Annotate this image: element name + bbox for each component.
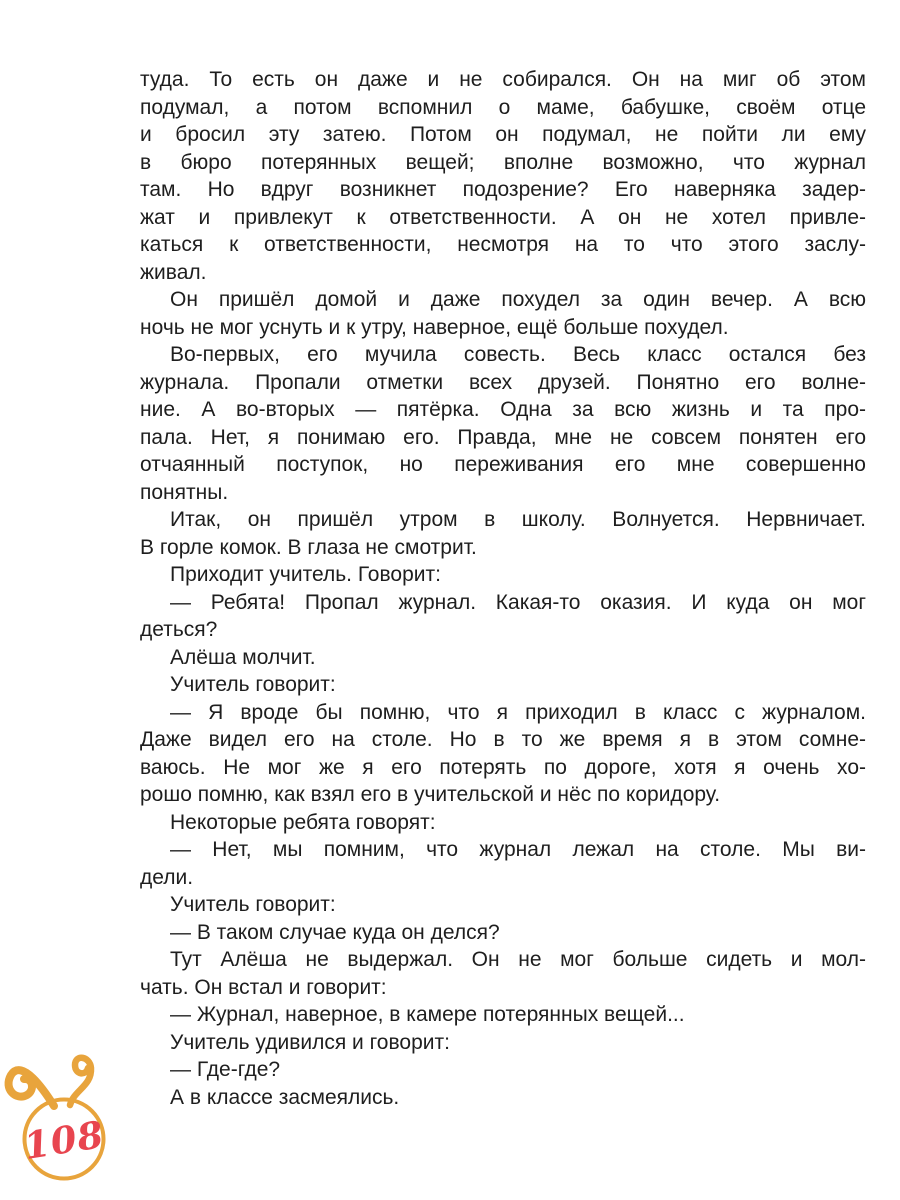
- paragraph: [140, 66, 866, 286]
- paragraph: [140, 506, 866, 561]
- text-line: В горле комок. В глаза не смотрит.: [140, 535, 477, 559]
- right-curl-icon: [70, 1058, 91, 1105]
- paragraph: [140, 286, 866, 341]
- text-line: Некоторые ребята говорят:: [170, 810, 436, 834]
- paragraph: [140, 1001, 866, 1029]
- text-line: — Ребята! Пропал журнал. Какая-то оказия. И куда он мог: [170, 590, 866, 614]
- paragraph: [140, 699, 866, 809]
- text-line: понятны.: [140, 480, 229, 504]
- text-line: Алёша молчит.: [170, 645, 316, 669]
- paragraph: [140, 671, 866, 699]
- text-line: туда. То есть он даже и не собирался. Он на миг об этом: [140, 68, 866, 91]
- paragraph: [140, 589, 866, 644]
- text-line: Он пришёл домой и даже похудел за один вечер. А всю: [170, 288, 866, 311]
- page-text: [140, 66, 866, 1111]
- text-line: живал.: [140, 260, 207, 284]
- text-line: Итак, он пришёл утром в школу. Волнуется. Нервничает.: [170, 508, 866, 531]
- paragraph: [140, 561, 866, 589]
- text-line: там. Но вдруг возникнет подозрение? Его наверняка задер-: [140, 178, 866, 201]
- text-line: Учитель говорит:: [170, 893, 336, 916]
- text-line: ние. А во-вторых — пятёрка. Одна за всю жизнь и та про-: [140, 398, 866, 421]
- text-line: Учитель говорит:: [170, 673, 336, 696]
- text-line: ночь не мог уснуть и к утру, наверное, ещё больше похудел.: [140, 315, 729, 339]
- paragraph: [140, 1084, 866, 1112]
- paragraph: [140, 809, 866, 837]
- text-line: — Я вроде бы помню, что я приходил в класс с журналом.: [170, 700, 866, 724]
- paragraph: [140, 891, 866, 919]
- text-line: деться?: [140, 618, 218, 641]
- text-line: Тут Алёша не выдержал. Он не мог больше сидеть и мол-: [170, 948, 866, 971]
- page-number: 108: [20, 1111, 108, 1169]
- text-line: каться к ответственности, несмотря на то что этого заслу-: [140, 233, 866, 256]
- text-line: жат и привлекут к ответственности. А он не хотел привле-: [140, 205, 866, 229]
- paragraph: [140, 836, 866, 891]
- text-line: рошо помню, как взял его в учительской и нёс по коридору.: [140, 783, 721, 806]
- text-line: — Нет, мы помним, что журнал лежал на столе. Мы ви-: [170, 838, 866, 861]
- text-line: журнала. Пропали отметки всех друзей. Понятно его волне-: [140, 370, 866, 394]
- text-line: Даже видел его на столе. Но в то же время я в этом сомне-: [140, 728, 866, 751]
- text-line: подумал, а потом вспомнил о маме, бабушке, своём отце: [140, 95, 866, 119]
- paragraph: [140, 1029, 866, 1057]
- page-number-ornament: [4, 1048, 116, 1184]
- text-line: А в классе засмеялись.: [170, 1085, 400, 1109]
- paragraph: [140, 341, 866, 506]
- paragraph: [140, 1056, 866, 1084]
- text-line: в бюро потерянных вещей; вполне возможно, что журнал: [140, 150, 866, 174]
- text-line: чать. Он встал и говорит:: [140, 975, 387, 999]
- text-line: отчаянный поступок, но переживания его мне совершенно: [140, 453, 866, 476]
- paragraph: [140, 946, 866, 1001]
- paragraph: [140, 644, 866, 672]
- left-curl-icon: [9, 1070, 54, 1106]
- text-line: пала. Нет, я понимаю его. Правда, мне не совсем понятен его: [140, 425, 866, 449]
- text-line: — Где-где?: [170, 1058, 281, 1081]
- text-line: Приходит учитель. Говорит:: [170, 563, 441, 586]
- text-line: Во-первых, его мучила совесть. Весь класс остался без: [170, 343, 866, 366]
- text-line: и бросил эту затею. Потом он подумал, не пойти ли ему: [140, 123, 866, 146]
- text-line: Учитель удивился и говорит:: [170, 1030, 450, 1054]
- text-line: дели.: [140, 865, 194, 889]
- text-line: — Журнал, наверное, в камере потерянных вещей...: [170, 1003, 685, 1026]
- paragraph: [140, 919, 866, 947]
- text-line: ваюсь. Не мог же я его потерять по дороге, хотя я очень хо-: [140, 755, 866, 779]
- text-line: — В таком случае куда он делся?: [170, 920, 500, 944]
